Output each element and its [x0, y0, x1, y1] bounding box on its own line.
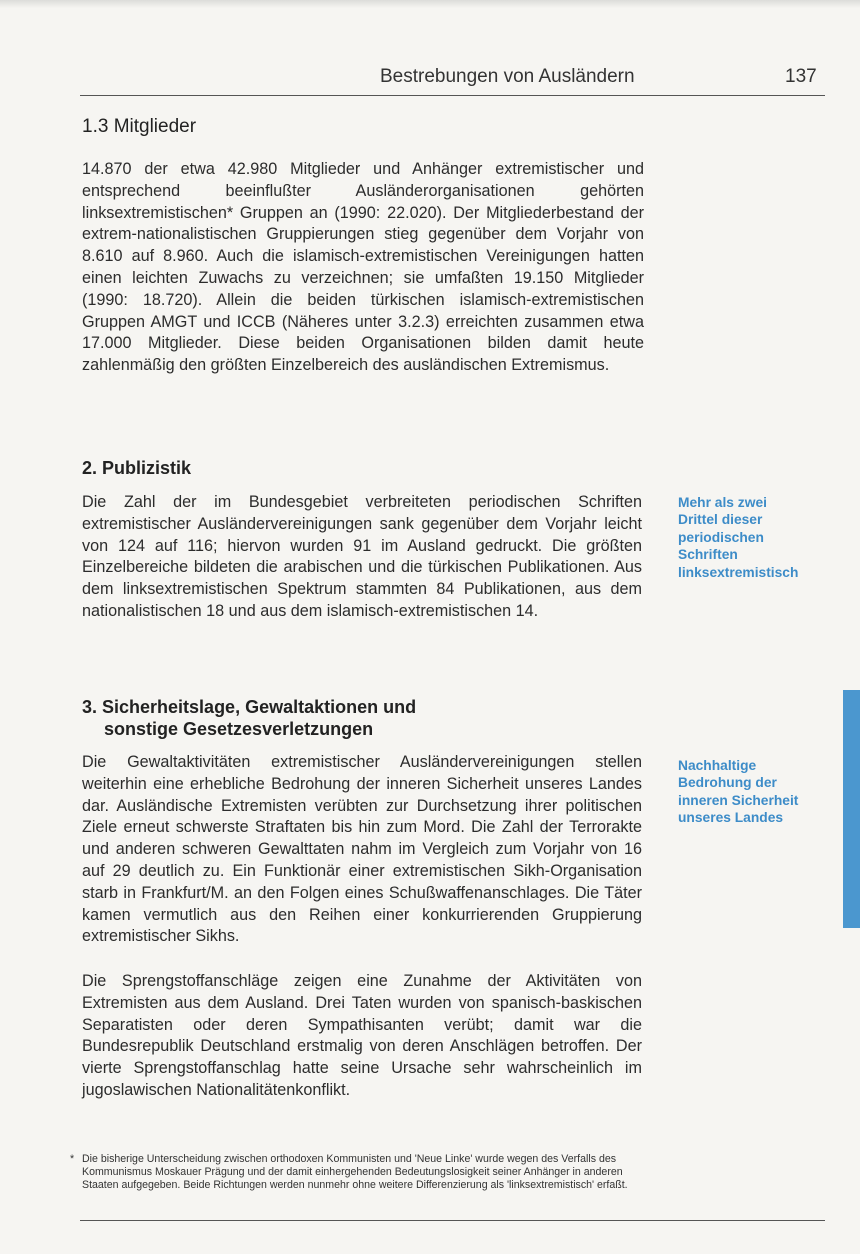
footer-rule [80, 1220, 825, 1221]
paragraph-sicherheitslage-1: Die Gewaltaktivitäten extremistischer Ausländervereinigungen stellen weiterhin eine erhebliche Bedrohung der inneren Sicherheit unseres Landes dar. Ausländische Extremisten verübten zur Durchsetzung ihrer politischen Ziele erneut schwerste Straftaten bis hin zum Mord. Die Zahl der Terrorakte und anderen schweren Gewalttaten nahm im Vergleich zum Vorjahr von 16 auf 29 deutlich zu. Ein Funktionär einer extremistischen Sikh-Organisation starb in Frankfurt/M. an den Folgen eines Schußwaffenanschlages. Die Täter kamen vermutlich aus den Reihen einer konkurrierenden Gruppierung extremistischer Sikhs. [82, 753, 642, 946]
running-header-title: Bestrebungen von Ausländern [380, 66, 635, 87]
paragraph-sicherheitslage-2: Die Sprengstoffanschläge zeigen eine Zunahme der Aktivitäten von Extremisten aus dem Ausland. Drei Taten wurden von spanisch-baskischen Separatisten oder deren Sympathisanten verübt; damit war die Bundesrepublik Deutschland erstmalig von deren Anschlägen betroffen. Der vierte Sprengstoffanschlag hatte seine Ursache sehr wahrscheinlich im jugoslawischen Nationalitätenkonflikt. [82, 972, 642, 1099]
paragraph-publizistik: Die Zahl der im Bundesgebiet verbreiteten periodischen Schriften extremistischer Ausländervereinigungen sank gegenüber dem Vorjahr leicht von 124 auf 116; hiervon wurden 91 im Ausland gedruckt. Die größten Einzelbereiche bildeten die arabischen und die türkischen Publikationen. Aus dem linksextremistischen Spektrum stammten 84 Publikationen, aus dem nationalistischen 18 und aus dem islamisch-extremistischen 14. [82, 493, 642, 620]
footnote-marker: * [70, 1153, 75, 1165]
page-number: 137 [785, 66, 817, 87]
header-rule [80, 95, 825, 96]
paragraph-mitglieder: 14.870 der etwa 42.980 Mitglieder und Anhänger extremistischer und entsprechend beeinflußter Ausländerorganisationen gehörten linksextremistischen* Gruppen an (1990: 22.020). Der Mitgliederbestand der extrem-nationalistischen Gruppierungen stieg gegenüber dem Vorjahr von 8.610 auf 8.960. Auch die islamisch-extremistischen Vereinigungen hatten einen leichten Zuwachs zu verzeichnen; sie umfaßten 19.150 Mitglieder (1990: 18.720). Allein die beiden türkischen islamisch-extremistischen Gruppen AMGT und ICCB (Näheres unter 3.2.3) erreichten zusammen etwa 17.000 Mitglieder. Diese beiden Organisationen bilden damit heute zahlenmäßig den größten Einzelbereich des ausländischen Extremismus. [82, 160, 644, 375]
footnote [70, 1153, 644, 1192]
section-heading-sicherheitslage [82, 696, 416, 740]
heading-line-2: sonstige Gesetzesverletzungen [104, 719, 374, 739]
section-heading-publizistik: 2. Publizistik [82, 458, 192, 478]
page-top-shadow [0, 0, 860, 8]
footnote-text: Die bisherige Unterscheidung zwischen orthodoxen Kommunisten und 'Neue Linke' wurde wegen des Verfalls des Kommunismus Moskauer Prägung und der damit einhergehenden Bedeutungslosigkeit seiner Anhänger in anderen Staaten aufgegeben. Beide Richtungen werden nunmehr ohne weitere Differenzierung als 'linksextremistisch' erfaßt. [82, 1153, 628, 1191]
margin-note-sicherheitslage: Nachhaltige Bedrohung der inneren Sicherheit unseres Landes [678, 758, 799, 826]
heading-line-1: 3. Sicherheitslage, Gewaltaktionen und [82, 697, 417, 717]
margin-note-publizistik: Mehr als zwei Drittel dieser periodischen Schriften linksextremistisch [678, 495, 799, 580]
section-heading-mitglieder: 1.3 Mitglieder [82, 116, 197, 137]
chapter-edge-tab [843, 690, 860, 928]
